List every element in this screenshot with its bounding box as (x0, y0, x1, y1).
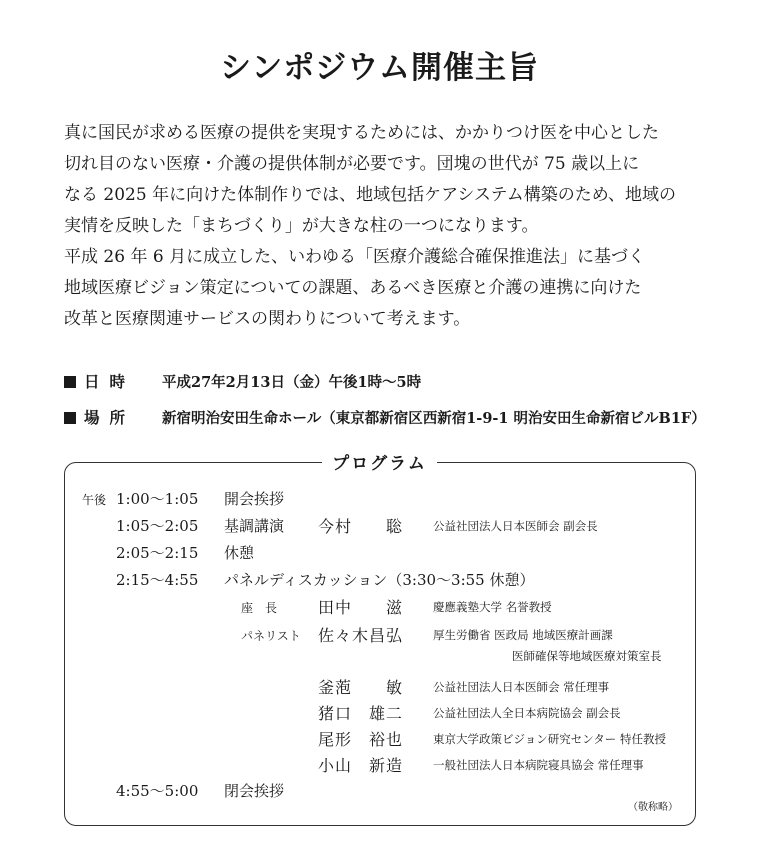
intro-line: 地域医療ビジョン策定についての課題、あるべき医療と介護の連携に向けた (64, 278, 642, 298)
place-value: 新宿明治安田生命ホール（東京都新宿区西新宿1-9-1 明治安田生命新宿ビルB1F） (162, 410, 706, 427)
program-title: 閉会挨拶 (224, 782, 285, 800)
place-info (64, 406, 706, 428)
chair-name: 田中 滋 (318, 598, 404, 617)
program-time: 1:05～2:05 (116, 517, 199, 535)
pm-label: 午後 (82, 493, 107, 507)
panelist-affiliation: 公益社団法人日本医師会 常任理事 (433, 680, 610, 694)
program-title: 休憩 (224, 544, 255, 562)
intro-line: 実情を反映した「まちづくり」が大きな柱の一つになります。 (64, 216, 539, 236)
intro-line: なる 2025 年に向けた体制作りでは、地域包括ケアシステム構築のため、地域の (64, 185, 677, 205)
program-title: パネルディスカッション（3:30～3:55 休憩） (224, 571, 535, 589)
intro-line: 切れ目のない医療・介護の提供体制が必要です。団塊の世代が 75 歳以上に (64, 154, 640, 174)
panelist-name: 佐々木昌弘 (318, 626, 404, 645)
panelist-affiliation: 厚生労働省 医政局 地域医療計画課 (433, 628, 613, 642)
date-label: 日時 (84, 373, 136, 391)
panelist-name: 尾形 裕也 (318, 730, 404, 749)
program-heading: プログラム (0, 449, 759, 474)
program-title: 開会挨拶 (224, 490, 285, 508)
square-bullet-icon (64, 412, 76, 424)
honorifics-note: （敬称略） (628, 802, 678, 813)
chair-label: 座 長 (241, 601, 278, 615)
program-title: 基調講演 (224, 517, 285, 535)
intro-text (64, 118, 704, 335)
date-value: 平成27年2月13日（金）午後1時～5時 (162, 374, 422, 391)
intro-line: 真に国民が求める医療の提供を実現するためには、かかりつけ医を中心とした (64, 123, 659, 143)
date-info (64, 370, 421, 392)
panelist-affiliation: 一般社団法人日本病院寝具協会 常任理事 (433, 758, 644, 772)
panelist-label: パネリスト (241, 629, 301, 643)
panelist-affiliation: 医師確保等地域医療対策室長 (512, 649, 662, 663)
panelist-name: 釜萢 敏 (318, 678, 404, 697)
page-title: シンポジウム開催主旨 (220, 50, 539, 86)
program-time: 1:00～1:05 (116, 490, 199, 508)
program-time: 2:15～4:55 (116, 571, 199, 589)
chair-affiliation: 慶應義塾大学 名誉教授 (433, 600, 552, 614)
panelist-affiliation: 東京大学政策ビジョン研究センター 特任教授 (433, 732, 666, 746)
intro-line: 平成 26 年 6 月に成立した、いわゆる「医療介護総合確保推進法」に基づく (64, 247, 646, 267)
program-time: 2:05～2:15 (116, 544, 199, 562)
panelist-name: 小山 新造 (318, 756, 404, 775)
panelist-affiliation: 公益社団法人全日本病院協会 副会長 (433, 706, 621, 720)
place-label: 場所 (84, 409, 136, 427)
program-time: 4:55～5:00 (116, 782, 199, 800)
panelist-name: 猪口 雄二 (318, 704, 404, 723)
speaker-name: 今村 聡 (318, 517, 404, 536)
square-bullet-icon (64, 376, 76, 388)
intro-line: 改革と医療関連サービスの関わりについて考えます。 (64, 309, 471, 329)
speaker-affiliation: 公益社団法人日本医師会 副会長 (433, 519, 598, 533)
